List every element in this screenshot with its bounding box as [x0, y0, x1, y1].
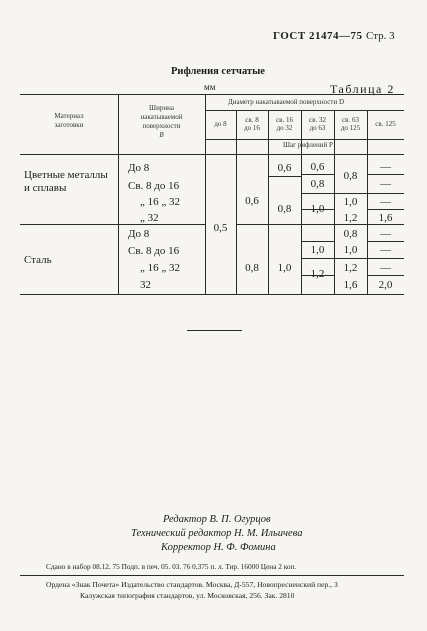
section-divider: [187, 330, 242, 331]
table-label: Таблица 2: [330, 82, 395, 96]
material-nonferrous-line2: и сплавы: [24, 182, 67, 194]
pitch-cell: —: [380, 178, 391, 190]
pitch-cell: 0,6: [277, 162, 292, 174]
width-row: До 8: [128, 162, 150, 174]
diameter-col-3: св. 16 до 32: [276, 116, 293, 132]
imprint-line: Калужская типография стандартов, ул. Московская, 256. Зак. 2810: [80, 591, 295, 600]
width-row: До 8: [128, 228, 150, 240]
pitch-cell: 0,6: [310, 161, 325, 173]
pitch-cell: 1,2: [343, 212, 358, 224]
pitch-cell: 1,2: [310, 268, 325, 280]
editor-credit: Редактор В. П. Огурцов: [163, 514, 271, 525]
pitch-cell: —: [380, 244, 391, 256]
table-title: Рифления сетчатые: [171, 66, 265, 77]
standard-number: ГОСТ 21474—75: [273, 30, 363, 42]
width-row: „ 32: [140, 212, 159, 224]
tech-editor-credit: Технический редактор Н. М. Ильичева: [131, 528, 303, 539]
pitch-cell: 0,5: [213, 222, 228, 234]
page-number: Стр. 3: [366, 30, 395, 42]
table-unit: мм: [204, 82, 216, 92]
width-row: 32: [140, 279, 151, 291]
pitch-cell: —: [380, 161, 391, 173]
width-row: „ 16 „ 32: [140, 196, 181, 208]
material-nonferrous: Цветные металлы: [24, 169, 108, 181]
diameter-header: Диаметр накатываемой поверхности D: [228, 98, 345, 106]
pitch-cell: 1,0: [343, 196, 358, 208]
pitch-cell: 0,6: [245, 195, 259, 207]
pitch-cell: 1,6: [378, 212, 393, 224]
pitch-header: Шаг рифлений P: [283, 141, 333, 149]
pitch-cell: 1,2: [343, 262, 358, 274]
imprint-line: Сдано в набор 08.12. 75 Подп. в печ. 05. 03. 76 0,375 п. л. Тир. 16000 Цена 2 коп.: [46, 562, 297, 571]
pitch-cell: —: [380, 262, 391, 274]
diameter-col-1: до 8: [214, 120, 227, 128]
pitch-cell: 1,6: [343, 279, 358, 291]
pitch-cell: 0,8: [343, 228, 358, 240]
pitch-cell: 0,8: [343, 170, 358, 182]
width-row: „ 16 „ 32: [140, 262, 181, 274]
diameter-col-6: св. 125: [375, 120, 396, 128]
pitch-cell: 2,0: [378, 279, 393, 291]
diameter-col-4: св. 32 до 63: [309, 116, 326, 132]
pitch-cell: 0,8: [277, 203, 292, 215]
imprint-rule: [20, 575, 404, 576]
width-row: Св. 8 до 16: [128, 180, 180, 192]
pitch-cell: 0,8: [245, 262, 259, 274]
diameter-col-2: св. 8 до 16: [244, 116, 260, 132]
pitch-cell: 1,0: [310, 203, 325, 215]
material-steel: Сталь: [24, 254, 52, 266]
pitch-cell: 1,0: [310, 244, 325, 256]
pitch-cell: 1,0: [277, 262, 292, 274]
diameter-col-5: св. 63 до 125: [340, 116, 361, 132]
pitch-cell: 0,8: [310, 178, 325, 190]
material-header: Материал заготовки: [54, 112, 84, 129]
corrector-credit: Корректор Н. Ф. Фомина: [161, 542, 276, 553]
pitch-cell: 1,0: [343, 244, 358, 256]
imprint-line: Ордена «Знак Почета» Издательство стандартов. Москва, Д-557, Новопресненский пер., 3: [46, 580, 338, 589]
width-header: Ширина накатываемой поверхности B: [140, 104, 183, 139]
pitch-cell: —: [380, 196, 391, 208]
width-row: Св. 8 до 16: [128, 245, 180, 257]
pitch-cell: —: [380, 228, 391, 240]
